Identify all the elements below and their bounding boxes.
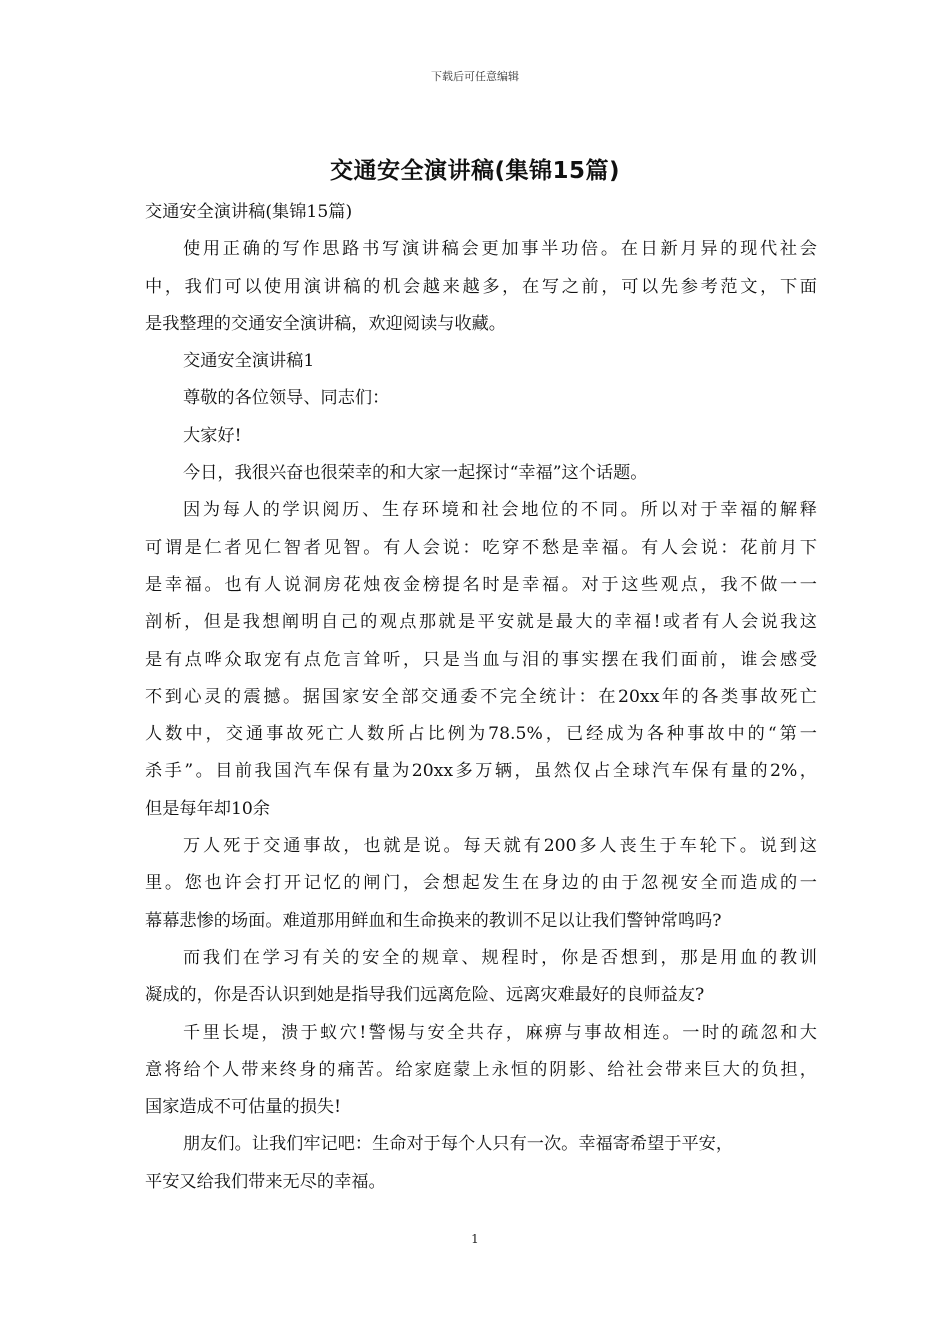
paragraph-line: 国家造成不可估量的损失!: [145, 1097, 341, 1118]
paragraph-line: 剖析，但是我想阐明自己的观点那就是平安就是最大的幸福!或者有人会说我这: [145, 612, 817, 633]
subtitle-line: 交通安全演讲稿(集锦15篇): [145, 202, 353, 222]
paragraph-line: 是有点哗众取宠有点危言耸听，只是当血与泪的事实摆在我们面前，谁会感受: [145, 649, 817, 670]
paragraph-line: 是幸福。也有人说洞房花烛夜金榜提名时是幸福。对于这些观点，我不做一一: [145, 574, 817, 595]
page-number: 1: [471, 1232, 479, 1246]
document-body: [145, 194, 817, 1201]
paragraph-line: 使用正确的写作思路书写演讲稿会更加事半功倍。在日新月异的现代社会: [183, 239, 817, 260]
paragraph-line: 里。您也许会打开记忆的闸门，会想起发生在身边的由于忽视安全而造成的一: [145, 873, 817, 894]
paragraph-line: 而我们在学习有关的安全的规章、规程时，你是否想到，那是用血的教训: [183, 947, 817, 968]
paragraph-line: 不到心灵的震撼。据国家安全部交通委不完全统计：在20xx年的各类事故死亡: [145, 686, 817, 707]
paragraph-line: 杀手”。目前我国汽车保有量为20xx多万辆，虽然仅占全球汽车保有量的2%，: [145, 761, 817, 782]
section-heading: 交通安全演讲稿1: [183, 351, 315, 372]
paragraph-line: 意将给个人带来终身的痛苦。给家庭蒙上永恒的阴影、给社会带来巨大的负担，: [145, 1059, 817, 1080]
paragraph-line: 平安又给我们带来无尽的幸福。: [145, 1171, 386, 1192]
paragraph-line: 可谓是仁者见仁智者见智。有人会说：吃穿不愁是幸福。有人会说：花前月下: [145, 537, 817, 558]
paragraph-line: 万人死于交通事故，也就是说。每天就有200多人丧生于车轮下。说到这: [183, 836, 817, 857]
paragraph-line: 幕幕悲惨的场面。难道那用鲜血和生命换来的教训不足以让我们警钟常鸣吗?: [145, 910, 722, 931]
paragraph-line: 朋友们。让我们牢记吧：生命对于每个人只有一次。幸福寄希望于平安，: [183, 1134, 734, 1155]
paragraph-line: 是我整理的交通安全演讲稿，欢迎阅读与收藏。: [145, 313, 506, 334]
salutation-line: 尊敬的各位领导、同志们：: [183, 388, 390, 409]
paragraph-line: 但是每年却10余: [145, 798, 270, 819]
paragraph-line: 中，我们可以使用演讲稿的机会越来越多，在写之前，可以先参考范文，下面: [145, 276, 817, 297]
document-title: 交通安全演讲稿(集锦15篇): [329, 158, 621, 184]
page-header: 下载后可任意编辑: [431, 70, 519, 83]
paragraph-line: 千里长堤，溃于蚁穴!警惕与安全共存，麻痹与事故相连。一时的疏忽和大: [183, 1022, 817, 1043]
paragraph-line: 人数中，交通事故死亡人数所占比例为78.5%，已经成为各种事故中的“第一: [145, 724, 817, 745]
paragraph-line: 今日，我很兴奋也很荣幸的和大家一起探讨“幸福”这个话题。: [183, 463, 648, 484]
greeting-line: 大家好!: [183, 425, 242, 446]
paragraph-line: 凝成的，你是否认识到她是指导我们远离危险、远离灾难最好的良师益友?: [145, 985, 705, 1006]
paragraph-line: 因为每人的学识阅历、生存环境和社会地位的不同。所以对于幸福的解释: [183, 500, 817, 521]
